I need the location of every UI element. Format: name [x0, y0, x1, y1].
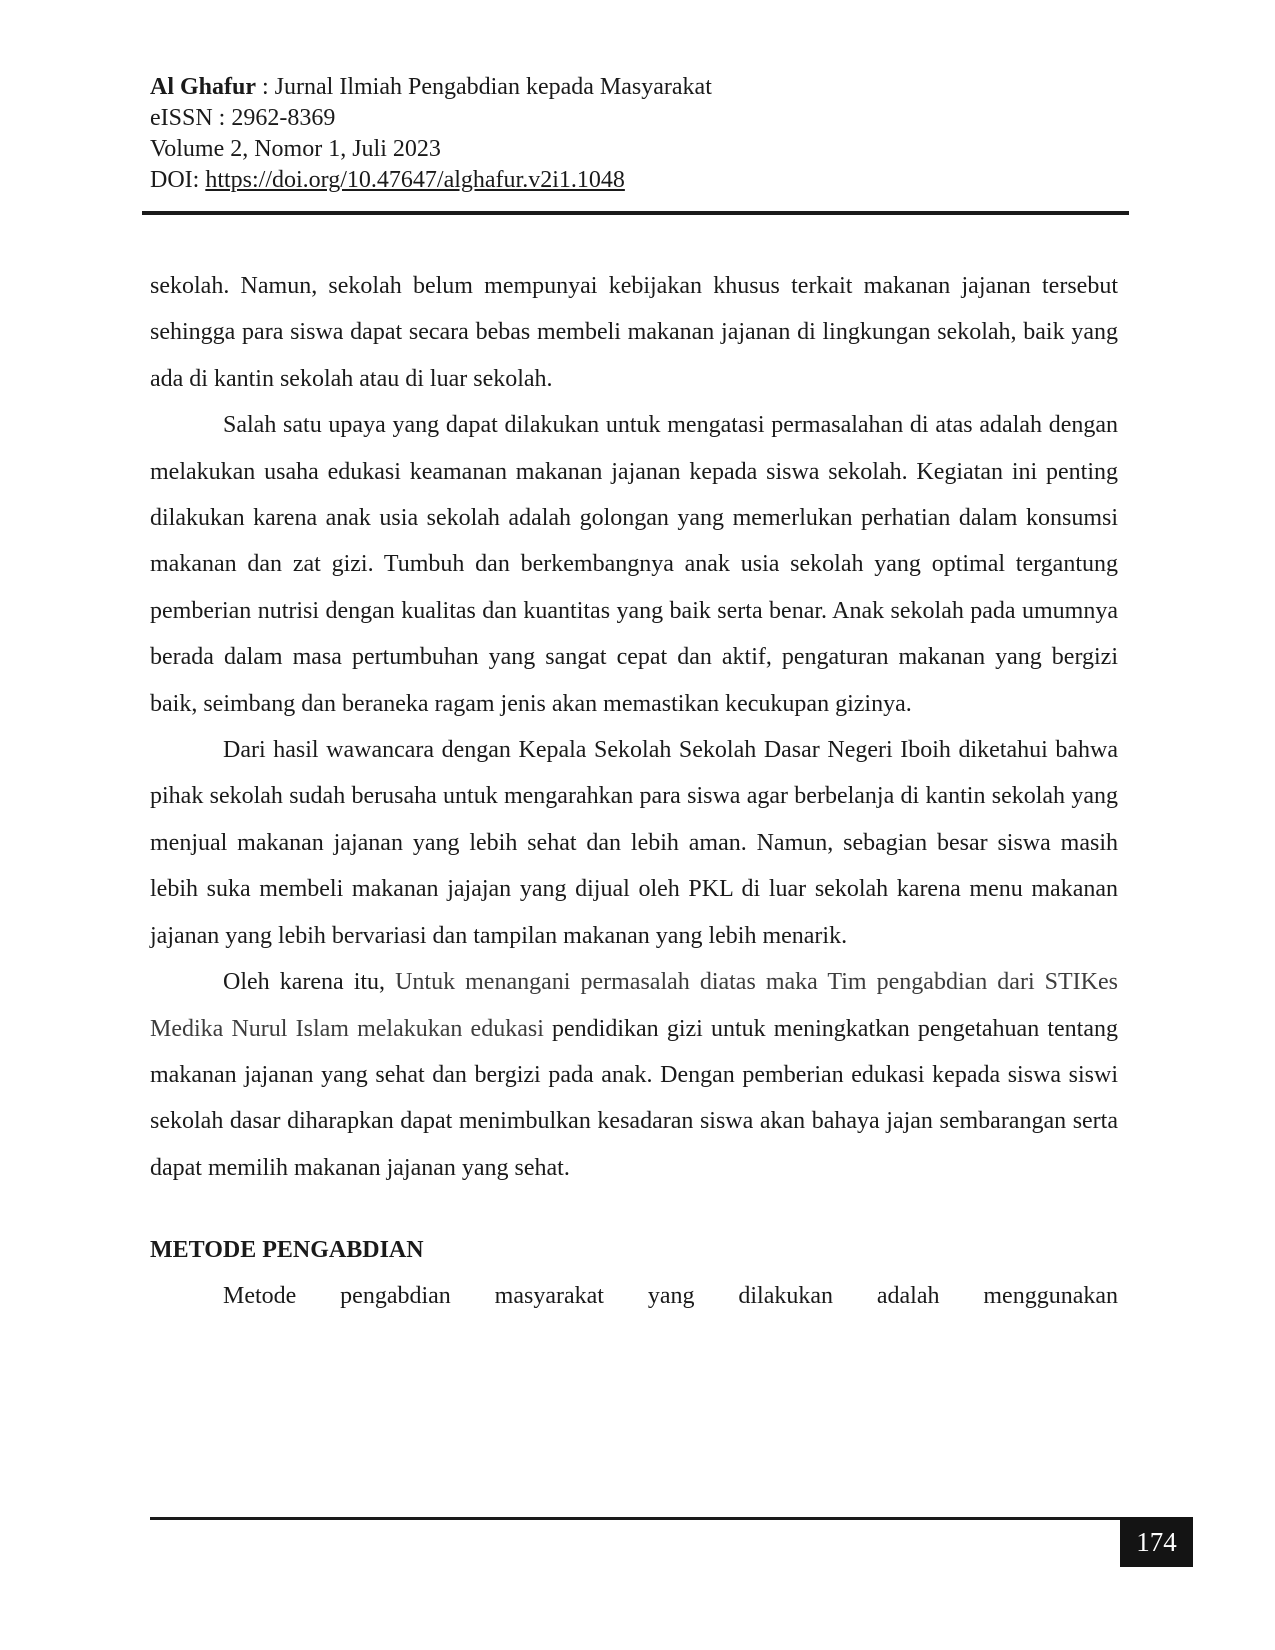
paragraph-4-end: pendidikan gizi untuk meningkatkan pengetahuan tentang makanan jajanan yang sehat dan bergizi pada anak. Dengan pemberian edukasi kepada siswa siswi sekolah dasar diharapkan dapat menimbulkan kesadaran siswa akan bahaya jajan sembarangan serta dapat memilih makanan jajanan yang sehat.: [150, 1015, 1118, 1181]
header-divider: [142, 211, 1129, 215]
doi-line: [150, 165, 1130, 196]
paragraph-3: Dari hasil wawancara dengan Kepala Sekolah Sekolah Dasar Negeri Iboih diketahui bahwa pihak sekolah sudah berusaha untuk mengarahkan para siswa agar berbelanja di kantin sekolah yang menjual makanan jajanan yang lebih sehat dan lebih aman. Namun, sebagian besar siswa masih lebih suka membeli makanan jajajan yang dijual oleh PKL di luar sekolah karena menu makanan jajanan yang lebih bervariasi dan tampilan makanan yang lebih menarik.: [150, 737, 1118, 949]
doi-label: DOI:: [150, 167, 206, 193]
footer-divider: [150, 1517, 1120, 1520]
eissn: eISSN : 2962-8369: [150, 105, 336, 131]
journal-header: [150, 72, 1130, 196]
paragraph-1: sekolah. Namun, sekolah belum mempunyai kebijakan khusus terkait makanan jajanan tersebut sehingga para siswa dapat secara bebas membeli makanan jajanan di lingkungan sekolah, baik yang ada di kantin sekolah atau di luar sekolah.: [150, 273, 1118, 392]
paragraph-4-highlight: Untuk menangani permasalah diatas maka Tim pengabdian dari STIKes Medika Nurul Islam melakukan edukasi: [150, 969, 1118, 1042]
article-body: [150, 263, 1118, 1320]
section-heading-metode: METODE PENGABDIAN: [150, 1237, 424, 1264]
journal-subtitle: : Jurnal Ilmiah Pengabdian kepada Masyarakat: [256, 74, 712, 100]
paragraph-5: Metode pengabdian masyarakat yang dilakukan adalah menggunakan: [223, 1283, 1118, 1310]
journal-title-line: [150, 72, 1130, 103]
paragraph-4: [150, 959, 1118, 1191]
paragraph-2: Salah satu upaya yang dapat dilakukan untuk mengatasi permasalahan di atas adalah dengan melakukan usaha edukasi keamanan makanan jajanan kepada siswa sekolah. Kegiatan ini penting dilakukan karena anak usia sekolah adalah golongan yang memerlukan perhatian dalam konsumsi makanan dan zat gizi. Tumbuh dan berkembangnya anak usia sekolah yang optimal tergantung pemberian nutrisi dengan kualitas dan kuantitas yang baik serta benar. Anak sekolah pada umumnya berada dalam masa pertumbuhan yang sangat cepat dan aktif, pengaturan makanan yang bergizi baik, seimbang dan beraneka ragam jenis akan memastikan kecukupan gizinya.: [150, 412, 1118, 717]
page-number: 174: [1120, 1517, 1193, 1567]
doi-link[interactable]: https://doi.org/10.47647/alghafur.v2i1.1048: [205, 167, 625, 193]
journal-name: Al Ghafur: [150, 74, 257, 100]
paragraph-4-start: Oleh karena itu,: [223, 969, 396, 996]
volume-issue: Volume 2, Nomor 1, Juli 2023: [150, 136, 441, 162]
